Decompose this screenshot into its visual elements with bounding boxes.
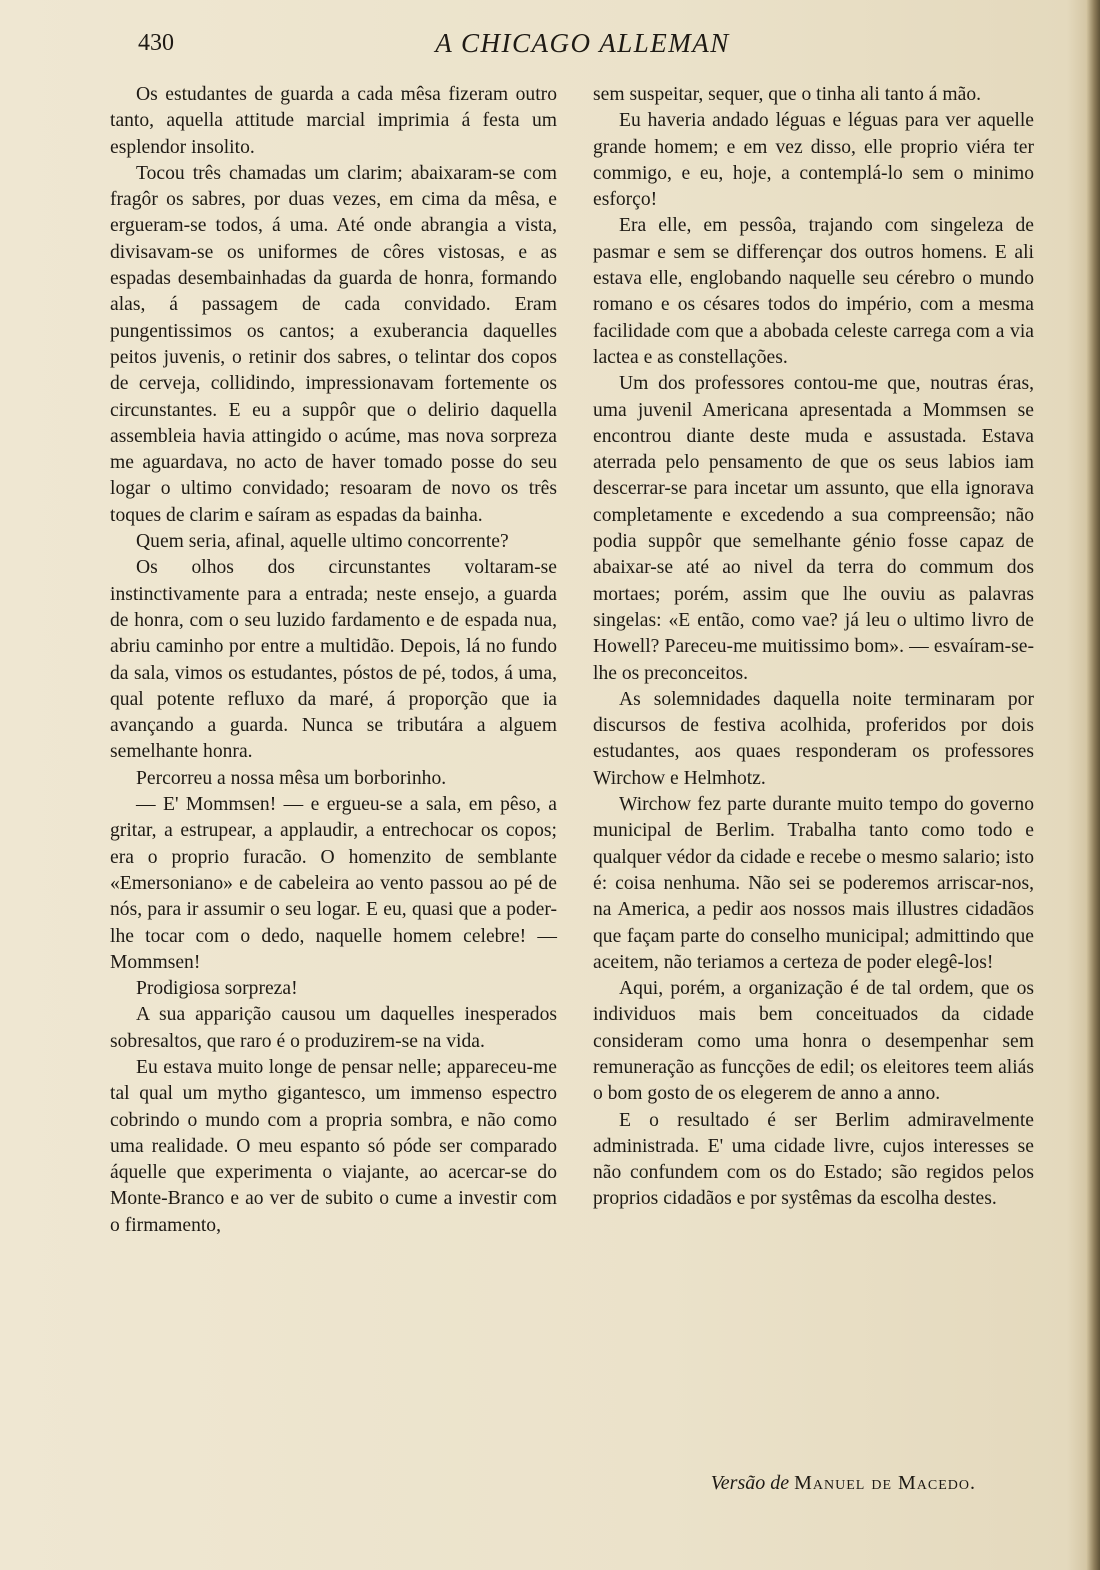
paragraph: As solemnidades daquella noite terminaram por discursos de festiva acolhida, proferidos por dois estudantes, aos quaes responderam os professores Wirchow e Helmhotz. <box>593 688 1034 789</box>
paragraph: Percorreu a nossa mêsa um borborinho. <box>136 767 447 789</box>
paragraph: A sua apparição causou um daquelles inesperados sobresaltos, que raro é o produzirem-se na vida. <box>110 1004 557 1052</box>
signature-author: Manuel de Macedo. <box>794 1472 976 1494</box>
paragraph: Os estudantes de guarda a cada mêsa fizeram outro tanto, aquella attitude marcial imprimia á festa um esplendor insolito. <box>110 84 557 158</box>
paragraph: — E' Mommsen! — e ergueu-se a sala, em pêso, a gritar, a estrupear, a applaudir, a entrechocar os copos; era o proprio furacão. O homenzito de semblante «Emersoniano» e de cabeleira ao vento passou ao pé de nós, para ir assumir o seu logar. E eu, quasi que a poder-lhe tocar com o dedo, naquelle homem celebre! — Mommsen! <box>110 794 557 973</box>
signature-lead: Versão de <box>710 1472 790 1494</box>
paragraph: Era elle, em pessôa, trajando com singeleza de pasmar e sem se differençar dos outros homens. E ali estava elle, englobando naquelle seu cérebro o mundo romano e os césares todos do império, com a mesma facilidade com que a abobada celeste carrega com a via lactea e as constellações. <box>593 215 1034 368</box>
paragraph: Um dos professores contou-me que, noutras éras, uma juvenil Americana apresentada a Mommsen se encontrou diante deste muda e assustada. Estava aterrada pelo pensamento de que os seus labios iam descerrar-se para incetar um assunto, que ella ignorava completamente e excedendo a sua compreensão; não podia suppôr que semelhante génio fosse capaz de abaixar-se até ao nivel da terra do commum dos mortaes; porém, assim que lhe ouviu as palavras singelas: «E então, como vae? já leu o ultimo livro de Howell? Pareceu-me muitissimo bom». — esvaíram-se-lhe os preconceitos. <box>593 373 1034 684</box>
translator-signature <box>711 1472 976 1495</box>
page-edge-shadow <box>1086 0 1100 1570</box>
paragraph: Wirchow fez parte durante muito tempo do governo municipal de Berlim. Trabalha tanto como todo e qualquer védor da cidade e recebe o mesmo salario; isto é: coisa nenhuma. Não sei se poderemos arriscar-nos, na America, a pedir aos nossos mais illustres cidadãos que façam parte do conselho municipal; admittindo que aceitem, não teriamos a certeza de poder elegê-los! <box>593 794 1034 973</box>
right-column <box>593 82 1034 1213</box>
paragraph: Quem seria, afinal, aquelle ultimo concorrente? <box>136 531 509 553</box>
paragraph: E o resultado é ser Berlim admiravelmente administrada. E' uma cidade livre, cujos interesses se não confundem com os do Estado; são regidos pelos proprios cidadãos e por systêmas da escolha destes. <box>593 1109 1034 1210</box>
paragraph: Eu haveria andado léguas e léguas para ver aquelle grande homem; e em vez disso, elle proprio viéra ter commigo, e eu, hoje, a contemplá-lo sem o minimo esforço! <box>593 110 1034 211</box>
paragraph: Eu estava muito longe de pensar nelle; appareceu-me tal qual um mytho gigantesco, um immenso espectro cobrindo o mundo com a propria sombra, e não como uma realidade. O meu espanto só póde ser comparado áquelle que experimenta o viajante, ao acercar-se do Monte-Branco e ao ver de subito o cume a investir com o firmamento, <box>110 1056 557 1236</box>
page-number: 430 <box>138 30 174 56</box>
running-title: A CHICAGO ALLEMAN <box>435 28 730 58</box>
running-header <box>130 26 1035 66</box>
continued-paragraph: sem suspeitar, sequer, que o tinha ali tanto á mão. <box>593 84 982 105</box>
paragraph: Prodigiosa sorpreza! <box>136 978 298 1000</box>
left-column <box>110 82 557 1239</box>
paragraph: Os olhos dos circunstantes voltaram-se instinctivamente para a entrada; neste ensejo, a guarda de honra, com o seu luzido fardamento e de espada nua, abriu caminho por entre a multidão. Depois, lá no fundo da sala, vimos os estudantes, póstos de pé, todos, á uma, qual potente refluxo da maré, á proporção que ia avançando a guarda. Nunca se tributára a alguem semelhante honra. <box>110 557 557 763</box>
paragraph: Aqui, porém, a organização é de tal ordem, que os individuos mais bem conceituados da cidade consideram como uma honra o desempenhar sem remuneração as funcções de edil; os eleitores teem aliás o bom gosto de os elegerem de anno a anno. <box>593 978 1034 1105</box>
paragraph: Tocou três chamadas um clarim; abaixaram-se com fragôr os sabres, por duas vezes, em cima da mêsa, e ergueram-se todos, á uma. Até onde abrangia a vista, divisavam-se os uniformes de côres vistosas, e as espadas desembainhadas da guarda de honra, formando alas, á passagem de cada convidado. Eram pungentissimos os cantos; a exuberancia daquelles peitos juvenis, o retinir dos sabres, o telintar dos copos de cerveja, collidindo, impressionavam fortemente os circunstantes. E eu a suppôr que o delirio daquella assembleia havia attingido o acúme, mas nova sorpreza me aguardava, no acto de haver tomado posse do seu logar o ultimo convidado; resoaram de novo os três toques de clarim e saíram as espadas da bainha. <box>110 162 557 526</box>
